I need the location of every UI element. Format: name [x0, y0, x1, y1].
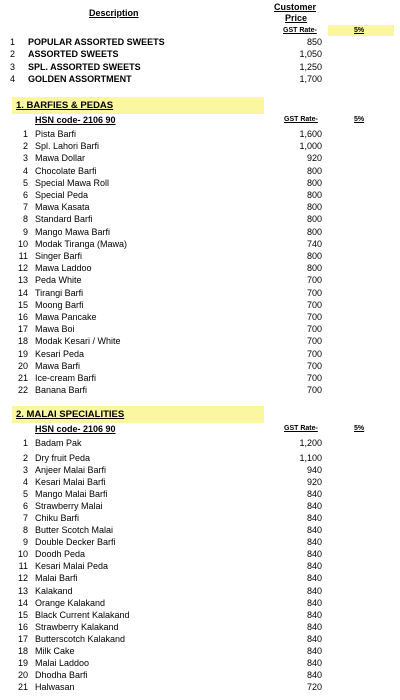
- item-price: 840: [306, 669, 322, 680]
- item-price: 800: [306, 214, 322, 225]
- item-price: 800: [306, 202, 322, 213]
- list-item: [0, 274, 400, 286]
- item-name: Mango Mawa Barfi: [35, 226, 111, 237]
- list-item: [0, 152, 400, 164]
- item-number: 4: [22, 165, 28, 176]
- item-name: Strawberry Malai: [35, 501, 103, 512]
- list-item: [0, 201, 400, 213]
- item-number: 7: [22, 513, 28, 524]
- customer-price-header-line1: Customer: [274, 2, 317, 12]
- customer-price-header-line2: Price: [285, 13, 308, 23]
- list-item: [0, 61, 400, 73]
- item-name: Mango Malai Barfi: [35, 489, 108, 500]
- item-number: 19: [17, 348, 28, 359]
- list-item: [0, 621, 400, 633]
- gst-pct: 5%: [354, 27, 365, 34]
- item-name: Milk Cake: [35, 645, 75, 656]
- item-name: Kesari Malai Peda: [35, 561, 109, 572]
- item-price: 840: [306, 573, 322, 584]
- item-name: Ice-cream Barfi: [35, 373, 97, 383]
- list-item: [0, 372, 400, 384]
- item-number: 2: [22, 453, 28, 463]
- list-item: [0, 140, 400, 152]
- section-title: 2. MALAI SPECIALITIES: [16, 409, 125, 420]
- item-price: 1,600: [299, 129, 322, 139]
- item-number: 13: [17, 275, 28, 286]
- item-price: 840: [306, 489, 322, 500]
- gst-rate-label: GST Rate-: [283, 27, 317, 34]
- item-price: 800: [306, 190, 322, 200]
- item-name: Peda White: [35, 275, 82, 286]
- item-number: 5: [22, 177, 28, 188]
- item-price: 800: [306, 165, 322, 176]
- item-number: 9: [22, 226, 28, 237]
- gst-pct-highlight: [328, 25, 394, 36]
- item-number: 15: [17, 609, 28, 620]
- list-item: [0, 287, 400, 299]
- list-item: [0, 311, 400, 323]
- gst-pct: 5%: [354, 116, 365, 123]
- list-item: [0, 560, 400, 572]
- item-price: 850: [306, 37, 322, 47]
- item-name: Butter Scotch Malai: [35, 525, 114, 536]
- list-item: [0, 36, 400, 48]
- item-number: 13: [17, 585, 28, 596]
- list-item: [0, 323, 400, 335]
- item-name: Mawa Dollar: [35, 153, 86, 164]
- item-name: Strawberry Kalakand: [35, 621, 119, 632]
- list-item: [0, 681, 400, 693]
- list-item: [0, 335, 400, 347]
- item-number: 21: [17, 681, 28, 692]
- item-name: Special Peda: [35, 190, 89, 200]
- item-name: Kesari Malai Barfi: [35, 477, 106, 488]
- item-price: 800: [306, 251, 322, 261]
- hsn-code: HSN code- 2106 90: [35, 424, 116, 434]
- item-number: 8: [22, 214, 28, 225]
- item-number: 17: [17, 324, 28, 335]
- item-name: Mawa Barfi: [35, 360, 81, 371]
- item-price: 1,000: [299, 141, 322, 152]
- item-number: 20: [17, 669, 28, 680]
- item-number: 7: [22, 202, 28, 213]
- section-header-band: [12, 97, 264, 114]
- list-item: [0, 645, 400, 657]
- item-price: 700: [306, 373, 322, 383]
- list-item: [0, 262, 400, 274]
- item-price: 840: [306, 645, 322, 656]
- item-number: 4: [10, 73, 16, 84]
- item-price: 740: [306, 238, 322, 249]
- item-name: Standard Barfi: [35, 214, 93, 225]
- item-price: 700: [306, 275, 322, 286]
- item-price: 700: [306, 324, 322, 335]
- item-name: Anjeer Malai Barfi: [35, 465, 107, 475]
- item-number: 22: [17, 385, 28, 396]
- item-price: 1,200: [299, 438, 322, 448]
- item-price: 920: [306, 153, 322, 164]
- list-item: [0, 437, 400, 449]
- item-price: 800: [306, 226, 322, 237]
- item-name: Tirangi Barfi: [35, 287, 84, 298]
- item-number: 1: [10, 37, 16, 47]
- item-price: 700: [306, 385, 322, 396]
- item-name: Malai Laddoo: [35, 657, 90, 668]
- list-item: [0, 128, 400, 140]
- section-header-band: [12, 406, 264, 423]
- item-price: 840: [306, 609, 322, 620]
- list-item: [0, 452, 400, 464]
- item-price: 700: [306, 348, 322, 359]
- list-item: [0, 657, 400, 669]
- item-price: 700: [306, 336, 322, 347]
- item-price: 840: [306, 513, 322, 524]
- list-item: [0, 213, 400, 225]
- item-number: 21: [17, 373, 28, 383]
- item-number: 9: [22, 537, 28, 548]
- list-item: [0, 669, 400, 681]
- item-name: Singer Barfi: [35, 251, 83, 261]
- list-item: [0, 488, 400, 500]
- item-name: Doodh Peda: [35, 549, 86, 560]
- item-name: Chocolate Barfi: [35, 165, 97, 176]
- list-item: [0, 512, 400, 524]
- item-number: 18: [17, 336, 28, 347]
- list-item: [0, 464, 400, 476]
- item-number: 15: [17, 299, 28, 310]
- list-item: [0, 476, 400, 488]
- item-number: 2: [10, 49, 16, 60]
- item-price: 940: [306, 465, 322, 475]
- item-price: 800: [306, 177, 322, 188]
- item-name: Kesari Peda: [35, 348, 85, 359]
- item-name: Mawa Pancake: [35, 312, 97, 322]
- item-number: 6: [22, 190, 28, 200]
- item-number: 19: [17, 657, 28, 668]
- list-item: [0, 524, 400, 536]
- item-name: Banana Barfi: [35, 385, 88, 396]
- item-price: 840: [306, 621, 322, 632]
- item-number: 18: [17, 645, 28, 656]
- item-price: 1,700: [299, 73, 322, 84]
- gst-rate-label: GST Rate-: [284, 116, 318, 123]
- item-price: 1,050: [299, 49, 322, 60]
- item-name: Malai Barfi: [35, 573, 78, 584]
- item-number: 6: [22, 501, 28, 512]
- item-number: 20: [17, 360, 28, 371]
- item-price: 840: [306, 657, 322, 668]
- list-item: [0, 348, 400, 360]
- item-number: 10: [17, 238, 28, 249]
- list-item: [0, 226, 400, 238]
- list-item: [0, 500, 400, 512]
- item-name: Modak Tiranga (Mawa): [35, 238, 128, 249]
- item-price: 840: [306, 525, 322, 536]
- item-name: Spl. Lahori Barfi: [35, 141, 100, 152]
- item-name: Moong Barfi: [35, 299, 84, 310]
- item-price: 840: [306, 585, 322, 596]
- item-name: Dry fruit Peda: [35, 453, 91, 463]
- item-number: 10: [17, 549, 28, 560]
- list-item: [0, 548, 400, 560]
- gst-rate-label: GST Rate-: [284, 425, 318, 432]
- item-number: 3: [10, 61, 16, 72]
- list-item: [0, 633, 400, 645]
- list-item: [0, 250, 400, 262]
- item-number: 11: [18, 251, 28, 261]
- list-item: [0, 609, 400, 621]
- item-number: 16: [17, 312, 28, 322]
- list-item: [0, 572, 400, 584]
- item-price: 840: [306, 537, 322, 548]
- list-item: [0, 48, 400, 60]
- item-name: Black Current Kalakand: [35, 609, 130, 620]
- hsn-code: HSN code- 2106 90: [35, 115, 116, 125]
- item-name: Orange Kalakand: [35, 597, 106, 608]
- list-item: [0, 189, 400, 201]
- list-item: [0, 177, 400, 189]
- item-number: 14: [17, 287, 28, 298]
- list-item: [0, 384, 400, 396]
- item-name: Special Mawa Roll: [35, 177, 110, 188]
- item-name: POPULAR ASSORTED SWEETS: [28, 37, 165, 47]
- item-name: Mawa Kasata: [35, 202, 90, 213]
- item-price: 700: [306, 360, 322, 371]
- item-number: 1: [22, 438, 28, 448]
- item-price: 700: [306, 312, 322, 322]
- item-name: Butterscotch Kalakand: [35, 633, 126, 644]
- item-price: 1,100: [299, 453, 322, 463]
- item-number: 2: [22, 141, 28, 152]
- list-item: [0, 597, 400, 609]
- item-price: 840: [306, 597, 322, 608]
- item-number: 4: [22, 477, 28, 488]
- item-number: 14: [17, 597, 28, 608]
- item-number: 12: [17, 573, 28, 584]
- item-name: Dhodha Barfi: [35, 669, 88, 680]
- item-price: 920: [306, 477, 322, 488]
- list-item: [0, 585, 400, 597]
- item-price: 700: [306, 299, 322, 310]
- item-price: 840: [306, 501, 322, 512]
- item-price: 700: [306, 287, 322, 298]
- item-name: Pista Barfi: [35, 129, 77, 139]
- description-header: Description: [89, 8, 139, 18]
- list-item: [0, 360, 400, 372]
- item-number: 16: [17, 621, 28, 632]
- list-item: [0, 165, 400, 177]
- list-item: [0, 73, 400, 85]
- item-number: 5: [22, 489, 28, 500]
- item-number: 1: [22, 129, 28, 139]
- section-title: 1. BARFIES & PEDAS: [16, 100, 114, 111]
- item-name: SPL. ASSORTED SWEETS: [28, 61, 141, 72]
- item-price: 840: [306, 549, 322, 560]
- item-number: 11: [18, 561, 28, 572]
- item-price: 720: [306, 681, 322, 692]
- item-price: 840: [306, 561, 322, 572]
- item-number: 12: [17, 263, 28, 274]
- item-number: 3: [22, 465, 28, 475]
- list-item: [0, 238, 400, 250]
- item-number: 3: [22, 153, 28, 164]
- item-name: Mawa Boi: [35, 324, 75, 335]
- gst-pct: 5%: [354, 425, 365, 432]
- item-name: Modak Kesari / White: [35, 336, 121, 347]
- item-price: 840: [306, 633, 322, 644]
- item-name: Double Decker Barfi: [35, 537, 116, 548]
- item-name: ASSORTED SWEETS: [28, 49, 119, 60]
- item-name: Halwasan: [35, 681, 75, 692]
- item-name: GOLDEN ASSORTMENT: [28, 73, 132, 84]
- list-item: [0, 536, 400, 548]
- item-name: Badam Pak: [35, 438, 82, 448]
- list-item: [0, 299, 400, 311]
- item-name: Mawa Laddoo: [35, 263, 92, 274]
- item-price: 800: [306, 263, 322, 274]
- item-name: Kalakand: [35, 585, 73, 596]
- item-number: 17: [17, 633, 28, 644]
- item-price: 1,250: [299, 61, 322, 72]
- item-number: 8: [22, 525, 28, 536]
- item-name: Chiku Barfi: [35, 513, 80, 524]
